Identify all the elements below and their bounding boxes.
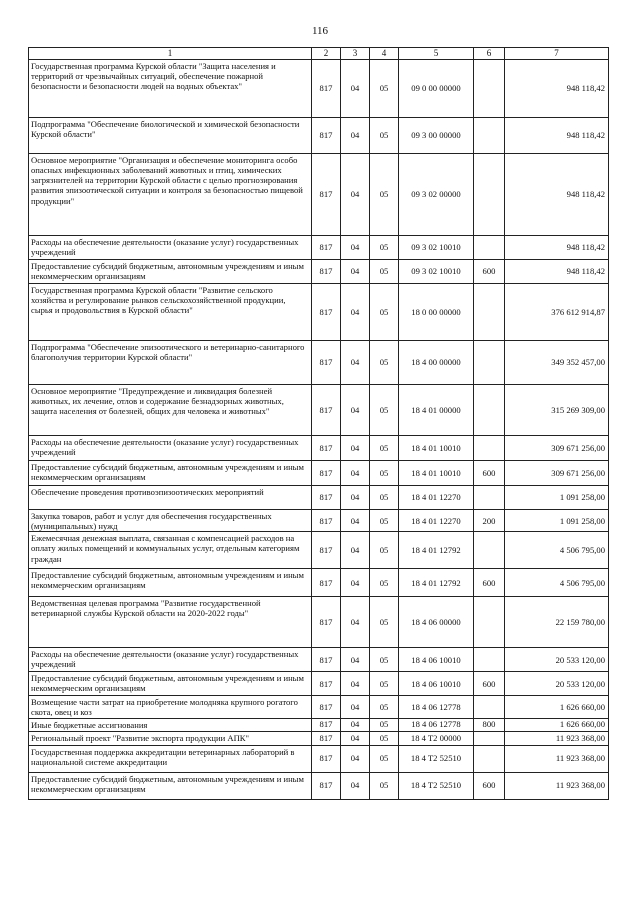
cell-section-code: 04	[341, 461, 370, 486]
cell-amount: 948 118,42	[505, 60, 609, 118]
cell-subsection-code: 05	[370, 341, 399, 385]
row-name: Предоставление субсидий бюджетным, автономным учреждениям и иным некоммерческим организациям	[29, 772, 312, 799]
cell-expense-type	[474, 696, 505, 718]
cell-section-code: 04	[341, 118, 370, 154]
column-header: 7	[505, 48, 609, 60]
table-row	[29, 696, 609, 718]
cell-target-article: 18 4 01 12270	[399, 486, 474, 510]
cell-amount: 948 118,42	[505, 260, 609, 284]
cell-expense-type: 600	[474, 461, 505, 486]
cell-ministry-code: 817	[312, 532, 341, 569]
cell-subsection-code: 05	[370, 731, 399, 745]
column-header: 3	[341, 48, 370, 60]
table-row	[29, 532, 609, 569]
cell-amount: 349 352 457,00	[505, 341, 609, 385]
cell-amount: 20 533 120,00	[505, 648, 609, 672]
cell-amount: 1 626 660,00	[505, 696, 609, 718]
cell-section-code: 04	[341, 260, 370, 284]
column-header: 1	[29, 48, 312, 60]
row-name: Государственная программа Курской области "Развитие сельского хозяйства и регулирование рынков сельскохозяйственной продукции, сырья и продовольствия в Курской области"	[29, 284, 312, 341]
page-number: 116	[311, 25, 329, 37]
cell-expense-type: 800	[474, 718, 505, 731]
cell-target-article: 18 4 T2 52510	[399, 745, 474, 772]
cell-target-article: 18 4 T2 00000	[399, 731, 474, 745]
row-name: Подпрограмма "Обеспечение биологической и химической безопасности Курской области"	[29, 118, 312, 154]
column-header: 4	[370, 48, 399, 60]
cell-ministry-code: 817	[312, 672, 341, 696]
cell-ministry-code: 817	[312, 461, 341, 486]
cell-target-article: 18 4 06 00000	[399, 597, 474, 648]
cell-amount: 948 118,42	[505, 118, 609, 154]
cell-amount: 4 506 795,00	[505, 532, 609, 569]
table-row	[29, 745, 609, 772]
cell-section-code: 04	[341, 486, 370, 510]
cell-expense-type	[474, 60, 505, 118]
cell-subsection-code: 05	[370, 461, 399, 486]
cell-section-code: 04	[341, 154, 370, 236]
table-row	[29, 60, 609, 118]
row-name: Государственная поддержка аккредитации ветеринарных лабораторий в национальной системе аккредитации	[29, 745, 312, 772]
row-name: Предоставление субсидий бюджетным, автономным учреждениям и иным некоммерческим организациям	[29, 260, 312, 284]
row-name: Предоставление субсидий бюджетным, автономным учреждениям и иным некоммерческим организациям	[29, 672, 312, 696]
cell-expense-type: 600	[474, 672, 505, 696]
cell-target-article: 09 3 02 10010	[399, 260, 474, 284]
cell-target-article: 18 4 06 12778	[399, 718, 474, 731]
cell-target-article: 18 4 T2 52510	[399, 772, 474, 799]
row-name: Обеспечение проведения противоэпизоотических мероприятий	[29, 486, 312, 510]
table-row	[29, 718, 609, 731]
cell-expense-type: 600	[474, 772, 505, 799]
cell-section-code: 04	[341, 532, 370, 569]
cell-expense-type	[474, 436, 505, 461]
cell-amount: 1 091 258,00	[505, 486, 609, 510]
cell-ministry-code: 817	[312, 597, 341, 648]
row-name: Основное мероприятие "Организация и обеспечение мониторинга особо опасных инфекционных заболеваний животных и птиц, химических загрязнителей на территории Курской области с целью прогнозирования развития эпизоотической ситуации и контроля за безопасностью пищевой продукции"	[29, 154, 312, 236]
table-row	[29, 461, 609, 486]
table-row	[29, 672, 609, 696]
cell-ministry-code: 817	[312, 696, 341, 718]
cell-subsection-code: 05	[370, 118, 399, 154]
cell-amount: 11 923 368,00	[505, 731, 609, 745]
cell-section-code: 04	[341, 341, 370, 385]
table-row	[29, 385, 609, 436]
cell-section-code: 04	[341, 436, 370, 461]
cell-ministry-code: 817	[312, 60, 341, 118]
cell-ministry-code: 817	[312, 772, 341, 799]
cell-expense-type	[474, 745, 505, 772]
table-row	[29, 154, 609, 236]
cell-subsection-code: 05	[370, 569, 399, 597]
cell-section-code: 04	[341, 284, 370, 341]
cell-expense-type	[474, 597, 505, 648]
cell-target-article: 18 4 01 12792	[399, 569, 474, 597]
cell-section-code: 04	[341, 510, 370, 532]
table-row	[29, 731, 609, 745]
cell-amount: 22 159 780,00	[505, 597, 609, 648]
table-row	[29, 772, 609, 799]
cell-subsection-code: 05	[370, 532, 399, 569]
column-header: 5	[399, 48, 474, 60]
cell-subsection-code: 05	[370, 672, 399, 696]
cell-section-code: 04	[341, 718, 370, 731]
row-name: Расходы на обеспечение деятельности (оказание услуг) государственных учреждений	[29, 436, 312, 461]
cell-target-article: 18 4 06 10010	[399, 648, 474, 672]
cell-subsection-code: 05	[370, 597, 399, 648]
cell-subsection-code: 05	[370, 772, 399, 799]
cell-subsection-code: 05	[370, 154, 399, 236]
cell-amount: 315 269 309,00	[505, 385, 609, 436]
cell-amount: 20 533 120,00	[505, 672, 609, 696]
row-name: Закупка товаров, работ и услуг для обеспечения государственных (муниципальных) нужд	[29, 510, 312, 532]
cell-ministry-code: 817	[312, 118, 341, 154]
cell-section-code: 04	[341, 236, 370, 260]
cell-expense-type	[474, 341, 505, 385]
cell-section-code: 04	[341, 731, 370, 745]
cell-ministry-code: 817	[312, 341, 341, 385]
cell-subsection-code: 05	[370, 510, 399, 532]
cell-amount: 1 626 660,00	[505, 718, 609, 731]
cell-expense-type	[474, 284, 505, 341]
table-row	[29, 236, 609, 260]
cell-amount: 1 091 258,00	[505, 510, 609, 532]
cell-section-code: 04	[341, 772, 370, 799]
header-row	[29, 48, 609, 60]
column-header: 2	[312, 48, 341, 60]
cell-section-code: 04	[341, 569, 370, 597]
cell-section-code: 04	[341, 648, 370, 672]
cell-ministry-code: 817	[312, 648, 341, 672]
cell-expense-type	[474, 731, 505, 745]
cell-ministry-code: 817	[312, 745, 341, 772]
cell-section-code: 04	[341, 60, 370, 118]
cell-section-code: 04	[341, 745, 370, 772]
cell-section-code: 04	[341, 385, 370, 436]
cell-target-article: 18 4 01 00000	[399, 385, 474, 436]
table-row	[29, 648, 609, 672]
cell-subsection-code: 05	[370, 745, 399, 772]
table-row	[29, 260, 609, 284]
cell-section-code: 04	[341, 696, 370, 718]
table-row	[29, 510, 609, 532]
column-header: 6	[474, 48, 505, 60]
cell-expense-type	[474, 486, 505, 510]
cell-target-article: 18 4 01 12792	[399, 532, 474, 569]
cell-ministry-code: 817	[312, 718, 341, 731]
row-name: Ведомственная целевая программа "Развитие государственной ветеринарной службы Курской области на 2020-2022 годы"	[29, 597, 312, 648]
cell-subsection-code: 05	[370, 436, 399, 461]
cell-expense-type	[474, 648, 505, 672]
cell-ministry-code: 817	[312, 236, 341, 260]
row-name: Расходы на обеспечение деятельности (оказание услуг) государственных учреждений	[29, 236, 312, 260]
cell-amount: 376 612 914,87	[505, 284, 609, 341]
table-row	[29, 118, 609, 154]
cell-subsection-code: 05	[370, 696, 399, 718]
row-name: Региональный проект "Развитие экспорта продукции АПК"	[29, 731, 312, 745]
row-name: Предоставление субсидий бюджетным, автономным учреждениям и иным некоммерческим организациям	[29, 569, 312, 597]
cell-target-article: 18 4 06 10010	[399, 672, 474, 696]
cell-amount: 4 506 795,00	[505, 569, 609, 597]
row-name: Расходы на обеспечение деятельности (оказание услуг) государственных учреждений	[29, 648, 312, 672]
table-row	[29, 486, 609, 510]
table-row	[29, 436, 609, 461]
row-name: Предоставление субсидий бюджетным, автономным учреждениям и иным некоммерческим организациям	[29, 461, 312, 486]
cell-target-article: 09 0 00 00000	[399, 60, 474, 118]
cell-target-article: 18 4 00 00000	[399, 341, 474, 385]
cell-target-article: 18 4 01 10010	[399, 461, 474, 486]
table-row	[29, 597, 609, 648]
cell-subsection-code: 05	[370, 284, 399, 341]
cell-amount: 948 118,42	[505, 154, 609, 236]
cell-expense-type: 200	[474, 510, 505, 532]
row-name: Основное мероприятие "Предупреждение и ликвидация болезней животных, их лечение, отлов и содержание безнадзорных животных, защита населения от болезней, общих для человека и животных"	[29, 385, 312, 436]
table-row	[29, 341, 609, 385]
cell-target-article: 09 3 00 00000	[399, 118, 474, 154]
cell-subsection-code: 05	[370, 648, 399, 672]
cell-ministry-code: 817	[312, 731, 341, 745]
cell-amount: 309 671 256,00	[505, 436, 609, 461]
budget-table	[28, 47, 609, 800]
cell-expense-type	[474, 154, 505, 236]
cell-target-article: 18 4 01 12270	[399, 510, 474, 532]
cell-expense-type	[474, 118, 505, 154]
cell-section-code: 04	[341, 597, 370, 648]
cell-target-article: 09 3 02 00000	[399, 154, 474, 236]
cell-ministry-code: 817	[312, 510, 341, 532]
cell-expense-type	[474, 532, 505, 569]
cell-ministry-code: 817	[312, 385, 341, 436]
cell-ministry-code: 817	[312, 569, 341, 597]
cell-subsection-code: 05	[370, 236, 399, 260]
cell-ministry-code: 817	[312, 260, 341, 284]
cell-ministry-code: 817	[312, 486, 341, 510]
row-name: Подпрограмма "Обеспечение эпизоотического и ветеринарно-санитарного благополучия территории Курской области"	[29, 341, 312, 385]
table-row	[29, 284, 609, 341]
cell-target-article: 18 0 00 00000	[399, 284, 474, 341]
table-row	[29, 569, 609, 597]
cell-amount: 11 923 368,00	[505, 772, 609, 799]
cell-subsection-code: 05	[370, 718, 399, 731]
cell-amount: 948 118,42	[505, 236, 609, 260]
cell-subsection-code: 05	[370, 60, 399, 118]
cell-expense-type: 600	[474, 260, 505, 284]
cell-target-article: 18 4 06 12778	[399, 696, 474, 718]
cell-section-code: 04	[341, 672, 370, 696]
cell-expense-type	[474, 236, 505, 260]
row-name: Ежемесячная денежная выплата, связанная с компенсацией расходов на оплату жилых помещений и коммунальных услуг, отдельным категориям граждан	[29, 532, 312, 569]
cell-ministry-code: 817	[312, 284, 341, 341]
cell-amount: 11 923 368,00	[505, 745, 609, 772]
row-name: Возмещение части затрат на приобретение молодняка крупного рогатого скота, овец и коз	[29, 696, 312, 718]
cell-ministry-code: 817	[312, 154, 341, 236]
row-name: Государственная программа Курской области "Защита населения и территорий от чрезвычайных ситуаций, обеспечение пожарной безопасности и безопасности людей на водных объектах"	[29, 60, 312, 118]
cell-expense-type: 600	[474, 569, 505, 597]
cell-amount: 309 671 256,00	[505, 461, 609, 486]
cell-expense-type	[474, 385, 505, 436]
cell-subsection-code: 05	[370, 385, 399, 436]
cell-ministry-code: 817	[312, 436, 341, 461]
cell-target-article: 18 4 01 10010	[399, 436, 474, 461]
cell-subsection-code: 05	[370, 260, 399, 284]
row-name: Иные бюджетные ассигнования	[29, 718, 312, 731]
cell-subsection-code: 05	[370, 486, 399, 510]
cell-target-article: 09 3 02 10010	[399, 236, 474, 260]
